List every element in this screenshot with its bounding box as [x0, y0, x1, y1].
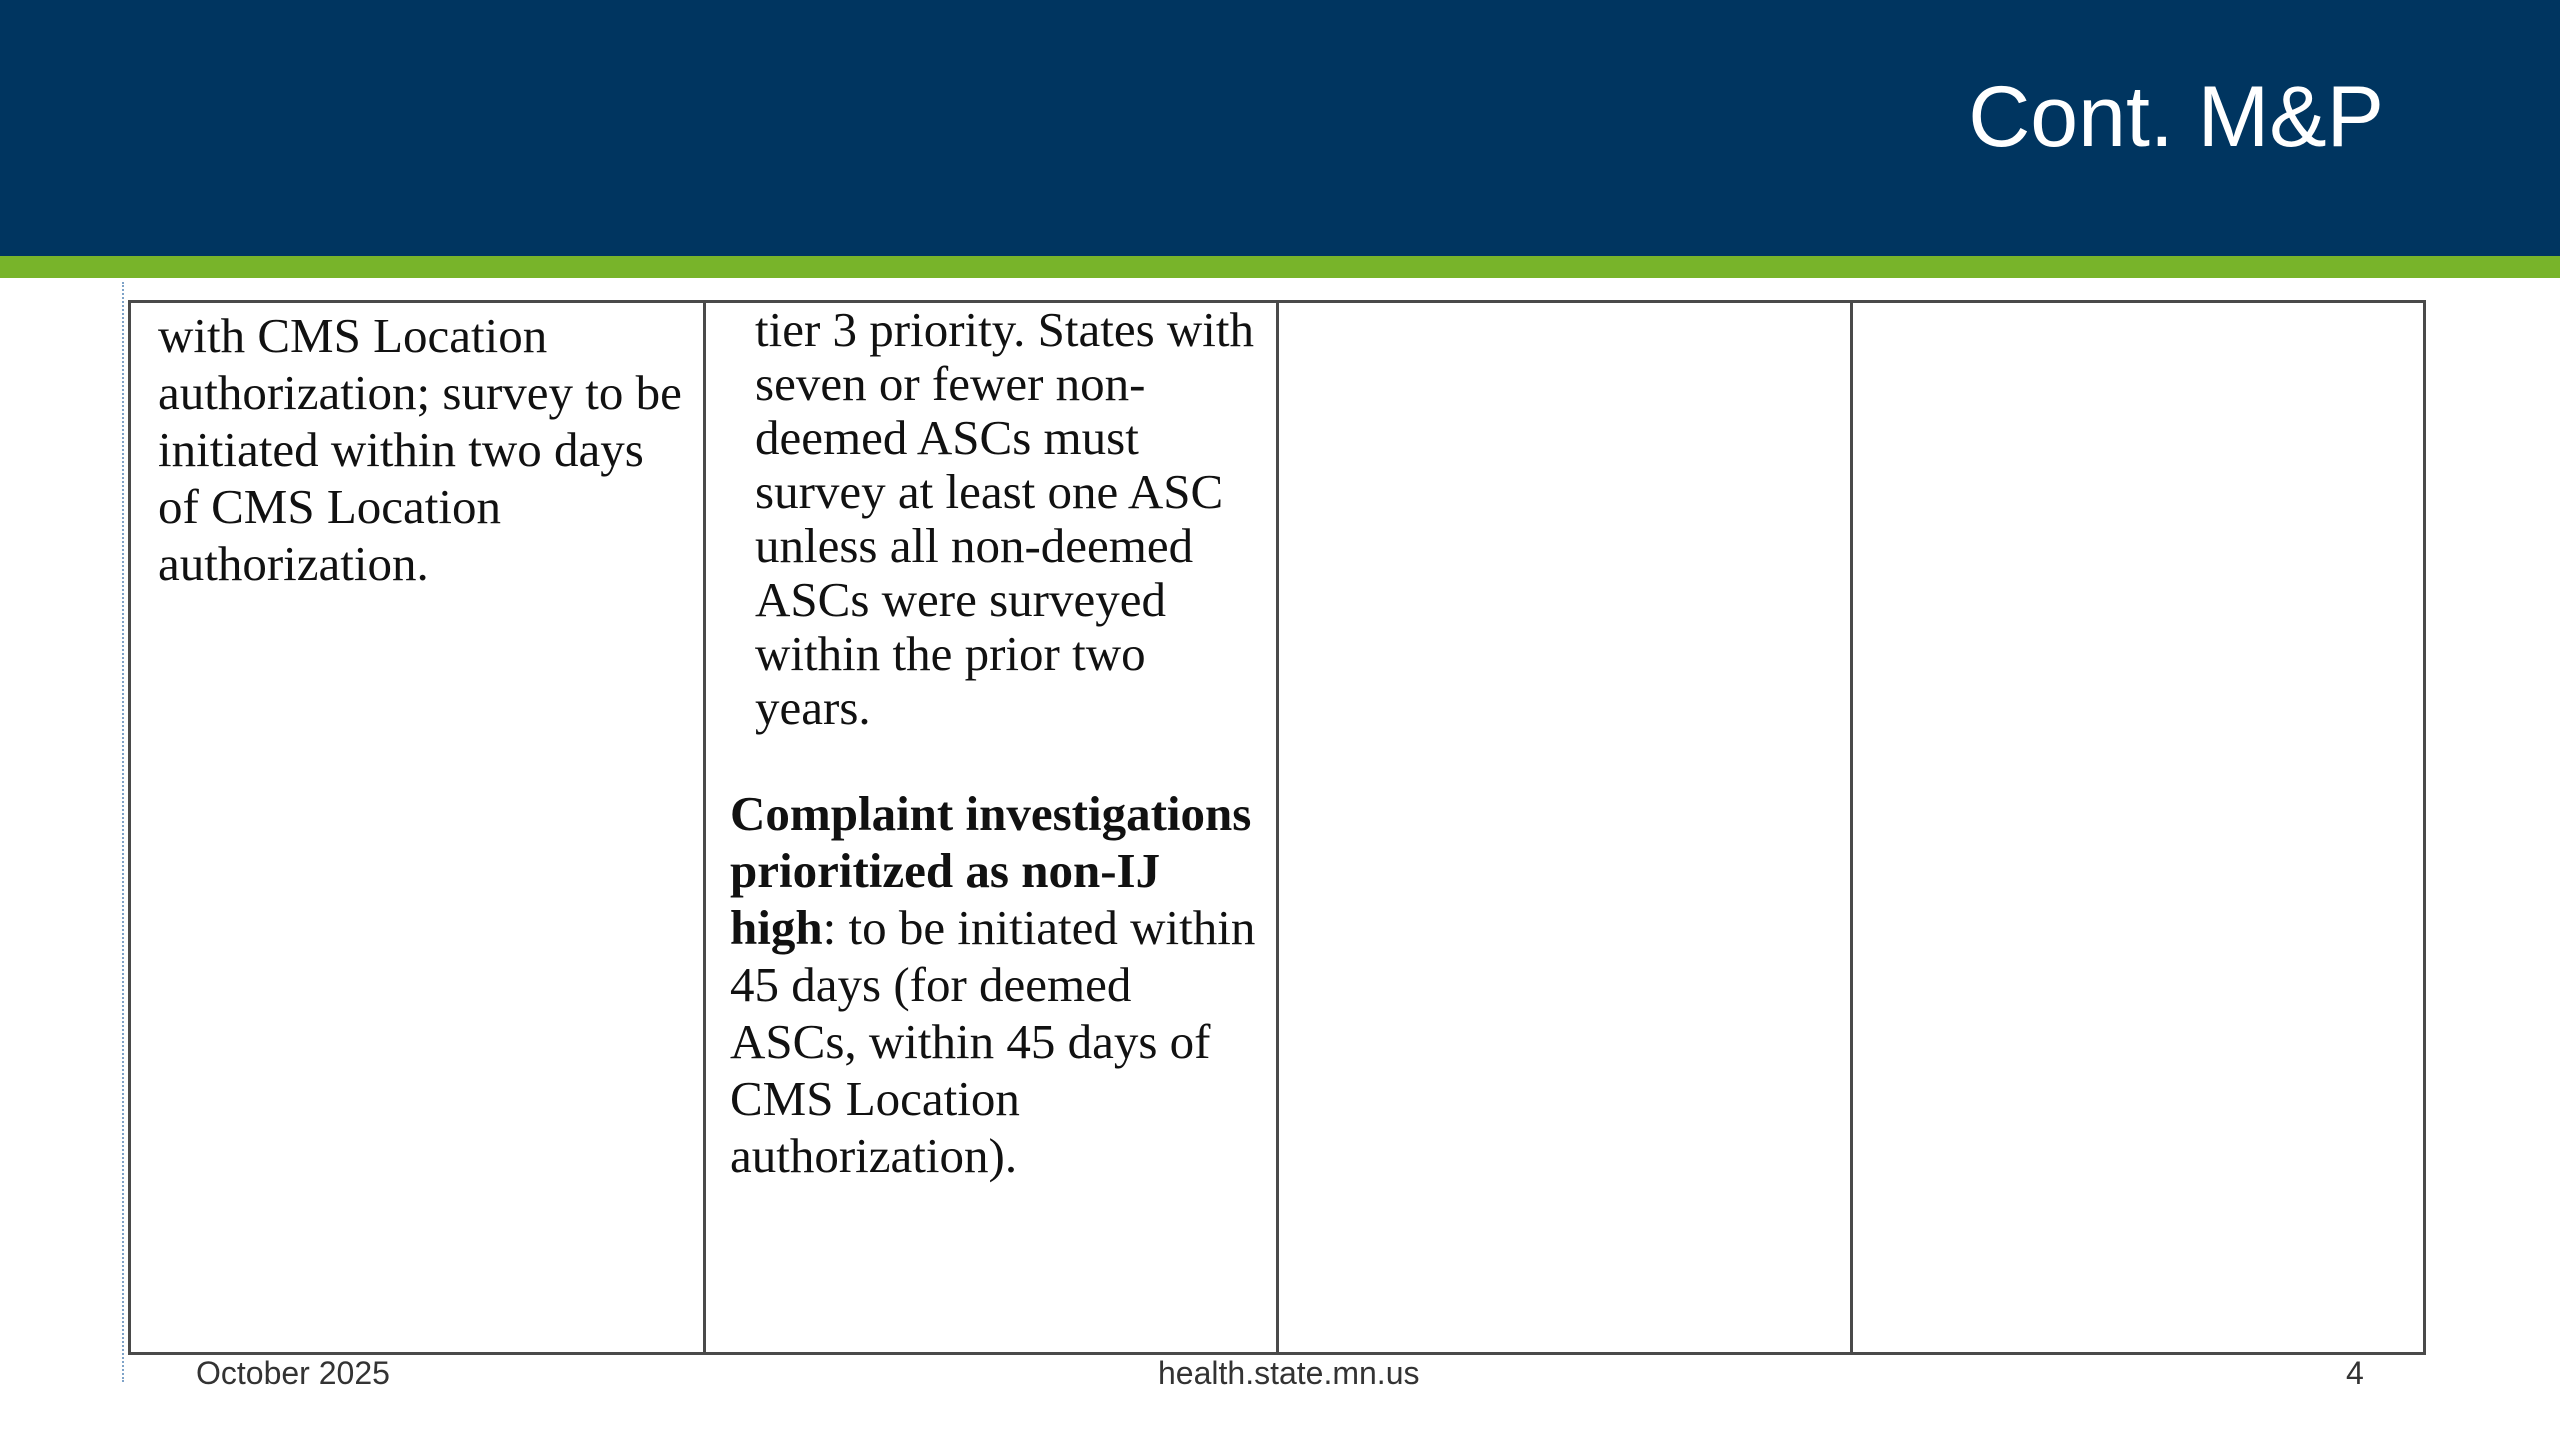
table-cell-col3 [1279, 303, 1853, 1352]
cell-text-lower [730, 785, 1256, 1184]
cell-text-upper: tier 3 priority. States with seven or fewer non-deemed ASCs must survey at least one ASC unless all non-deemed ASCs were surveyed within the prior two years. [755, 303, 1254, 735]
table-cell-col2 [706, 303, 1279, 1352]
accent-stripe [0, 256, 2560, 278]
complaint-heading: Complaint investigations prioritized as non-IJ high [730, 786, 1252, 955]
table-cell-col1 [131, 303, 706, 1352]
cell-text: with CMS Location authorization; survey to be initiated within two days of CMS Location authorization. [158, 308, 682, 591]
footer-url: health.state.mn.us [1158, 1355, 1420, 1391]
footer-page-number: 4 [2346, 1355, 2364, 1391]
table-cell-col4 [1853, 303, 2423, 1352]
paragraph-gap [730, 735, 1256, 785]
footer-date: October 2025 [196, 1355, 390, 1391]
placeholder-guide-line [122, 282, 124, 1382]
slide-title: Cont. M&P [1968, 69, 2384, 165]
complaint-text: : to be initiated within 45 days (for deemed ASCs, within 45 days of CMS Location authorization). [730, 900, 1256, 1183]
policy-table [128, 300, 2426, 1355]
